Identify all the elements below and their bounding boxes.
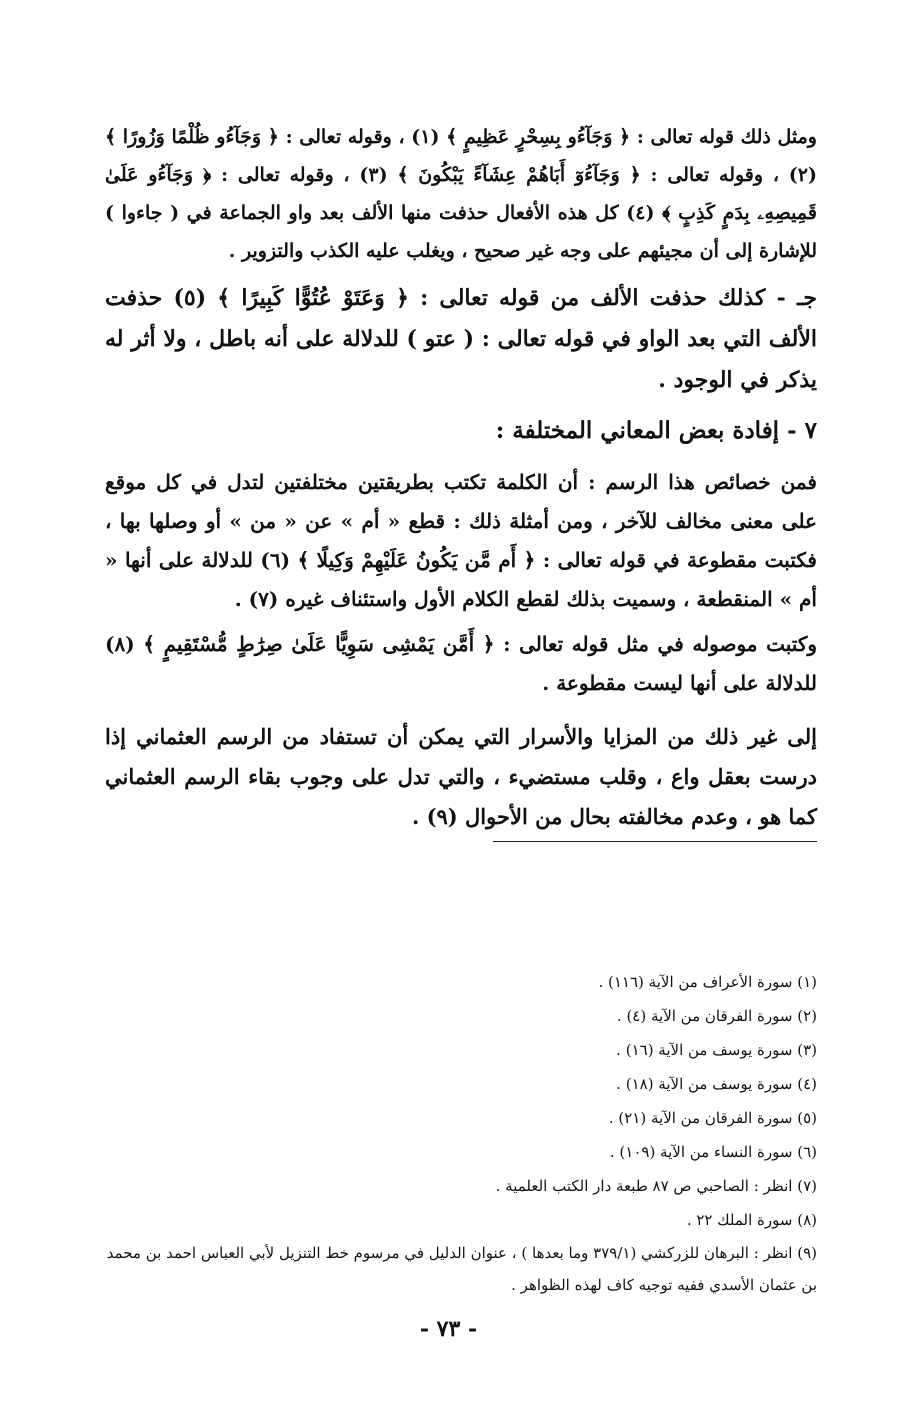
footnote-item: (٩) انظر : البرهان للزركشي (٣٧٩/١ وما بعدها ) ، عنوان الدليل في مرسوم خط التنزيل لأبي العباس احمد بن محمد بن عثمان الأسدي ففيه توجيه كاف لهذه الظواهر .: [106, 1244, 817, 1294]
section-heading: ٧ - إفادة بعض المعاني المختلفة :: [495, 417, 817, 444]
footnote-item: (٤) سورة يوسف من الآية (١٨) .: [616, 1075, 817, 1093]
paragraph-am-man-separated: فمن خصائص هذا الرسم : أن الكلمة تكتب بطريقتين مختلفتين لتدل في كل موقع على معنى مخالف للآخر ، ومن أمثلة ذلك : قطع « أم » عن « من » أو وصلها بها ، فكتبت مقطوعة في قوله تعالى : ﴿ أَم مَّن يَكُونُ عَلَيْهِمْ وَكِيلًا ﴾ (٦) للدلالة على أنها « أم » المنقطعة ، وسميت بذلك لقطع الكلام الأول واستئناف غيره (٧) .: [105, 470, 817, 611]
footnote-item: (٨) سورة الملك ٢٢ .: [686, 1211, 817, 1229]
footnote-separator: [493, 841, 817, 842]
footnote-item: (٢) سورة الفرقان من الآية (٤) .: [616, 1007, 817, 1025]
main-text: [105, 118, 817, 842]
paragraph-atw: جـ - كذلك حذفت الألف من قوله تعالى : ﴿ وَعَتَوْ عُتُوًّا كَبِيرًا ﴾ (٥) حذفت الألف التي بعد الواو في قوله تعالى : ( عتو ) للدلالة على أنه باطل ، ولا أثر له يذكر في الوجود .: [105, 285, 817, 393]
footnote-item: (١) سورة الأعراف من الآية (١١٦) .: [598, 973, 817, 991]
paragraph-conclusion: إلى غير ذلك من المزايا والأسرار التي يمكن أن تستفاد من الرسم العثماني إذا درست بعقل واع ، وقلب مستضيء ، والتي تدل على وجوب بقاء الرسم العثماني كما هو ، وعدم مخالفته بحال من الأحوال (٩) .: [105, 724, 818, 829]
footnotes: [105, 965, 817, 1301]
paragraph-amman-joined: وكتبت موصوله في مثل قوله تعالى : ﴿ أَمَّن يَمْشِى سَوِيًّا عَلَىٰ صِرَٰطٍ مُّسْتَقِيمٍ ﴾ (٨) للدلالة على أنها ليست مقطوعة .: [105, 632, 817, 695]
paragraph-jaa-verbs: ومثل ذلك قوله تعالى : ﴿ وَجَآءُو بِسِحْرٍ عَظِيمٍ ﴾ (١) ، وقوله تعالى : ﴿ وَجَآءُو ظُلْمًا وَزُورًا ﴾ (٢) ، وقوله تعالى : ﴿ وَجَآءُوٓ أَبَاهُمْ عِشَآءً يَبْكُونَ ﴾ (٣) ، وقوله تعالى : ﴿ وَجَآءُو عَلَىٰ قَمِيصِهِۦ بِدَمٍ كَذِبٍ ﴾ (٤) كل هذه الأفعال حذفت منها الألف بعد واو الجماعة في ( جاءوا ) للإشارة إلى أن مجيئهم على وجه غير صحيح ، ويغلب عليه الكذب والتزوير .: [105, 126, 817, 262]
footnote-item: (٦) سورة النساء من الآية (١٠٩) .: [609, 1143, 817, 1161]
page-number: - ٧٣ -: [419, 1316, 478, 1342]
footnote-item: (٧) انظر : الصاحبي ص ٨٧ طبعة دار الكتب العلمية .: [495, 1177, 817, 1195]
footnote-item: (٥) سورة الفرقان من الآية (٢١) .: [608, 1109, 817, 1127]
footnote-item: (٣) سورة يوسف من الآية (١٦) .: [616, 1041, 817, 1059]
